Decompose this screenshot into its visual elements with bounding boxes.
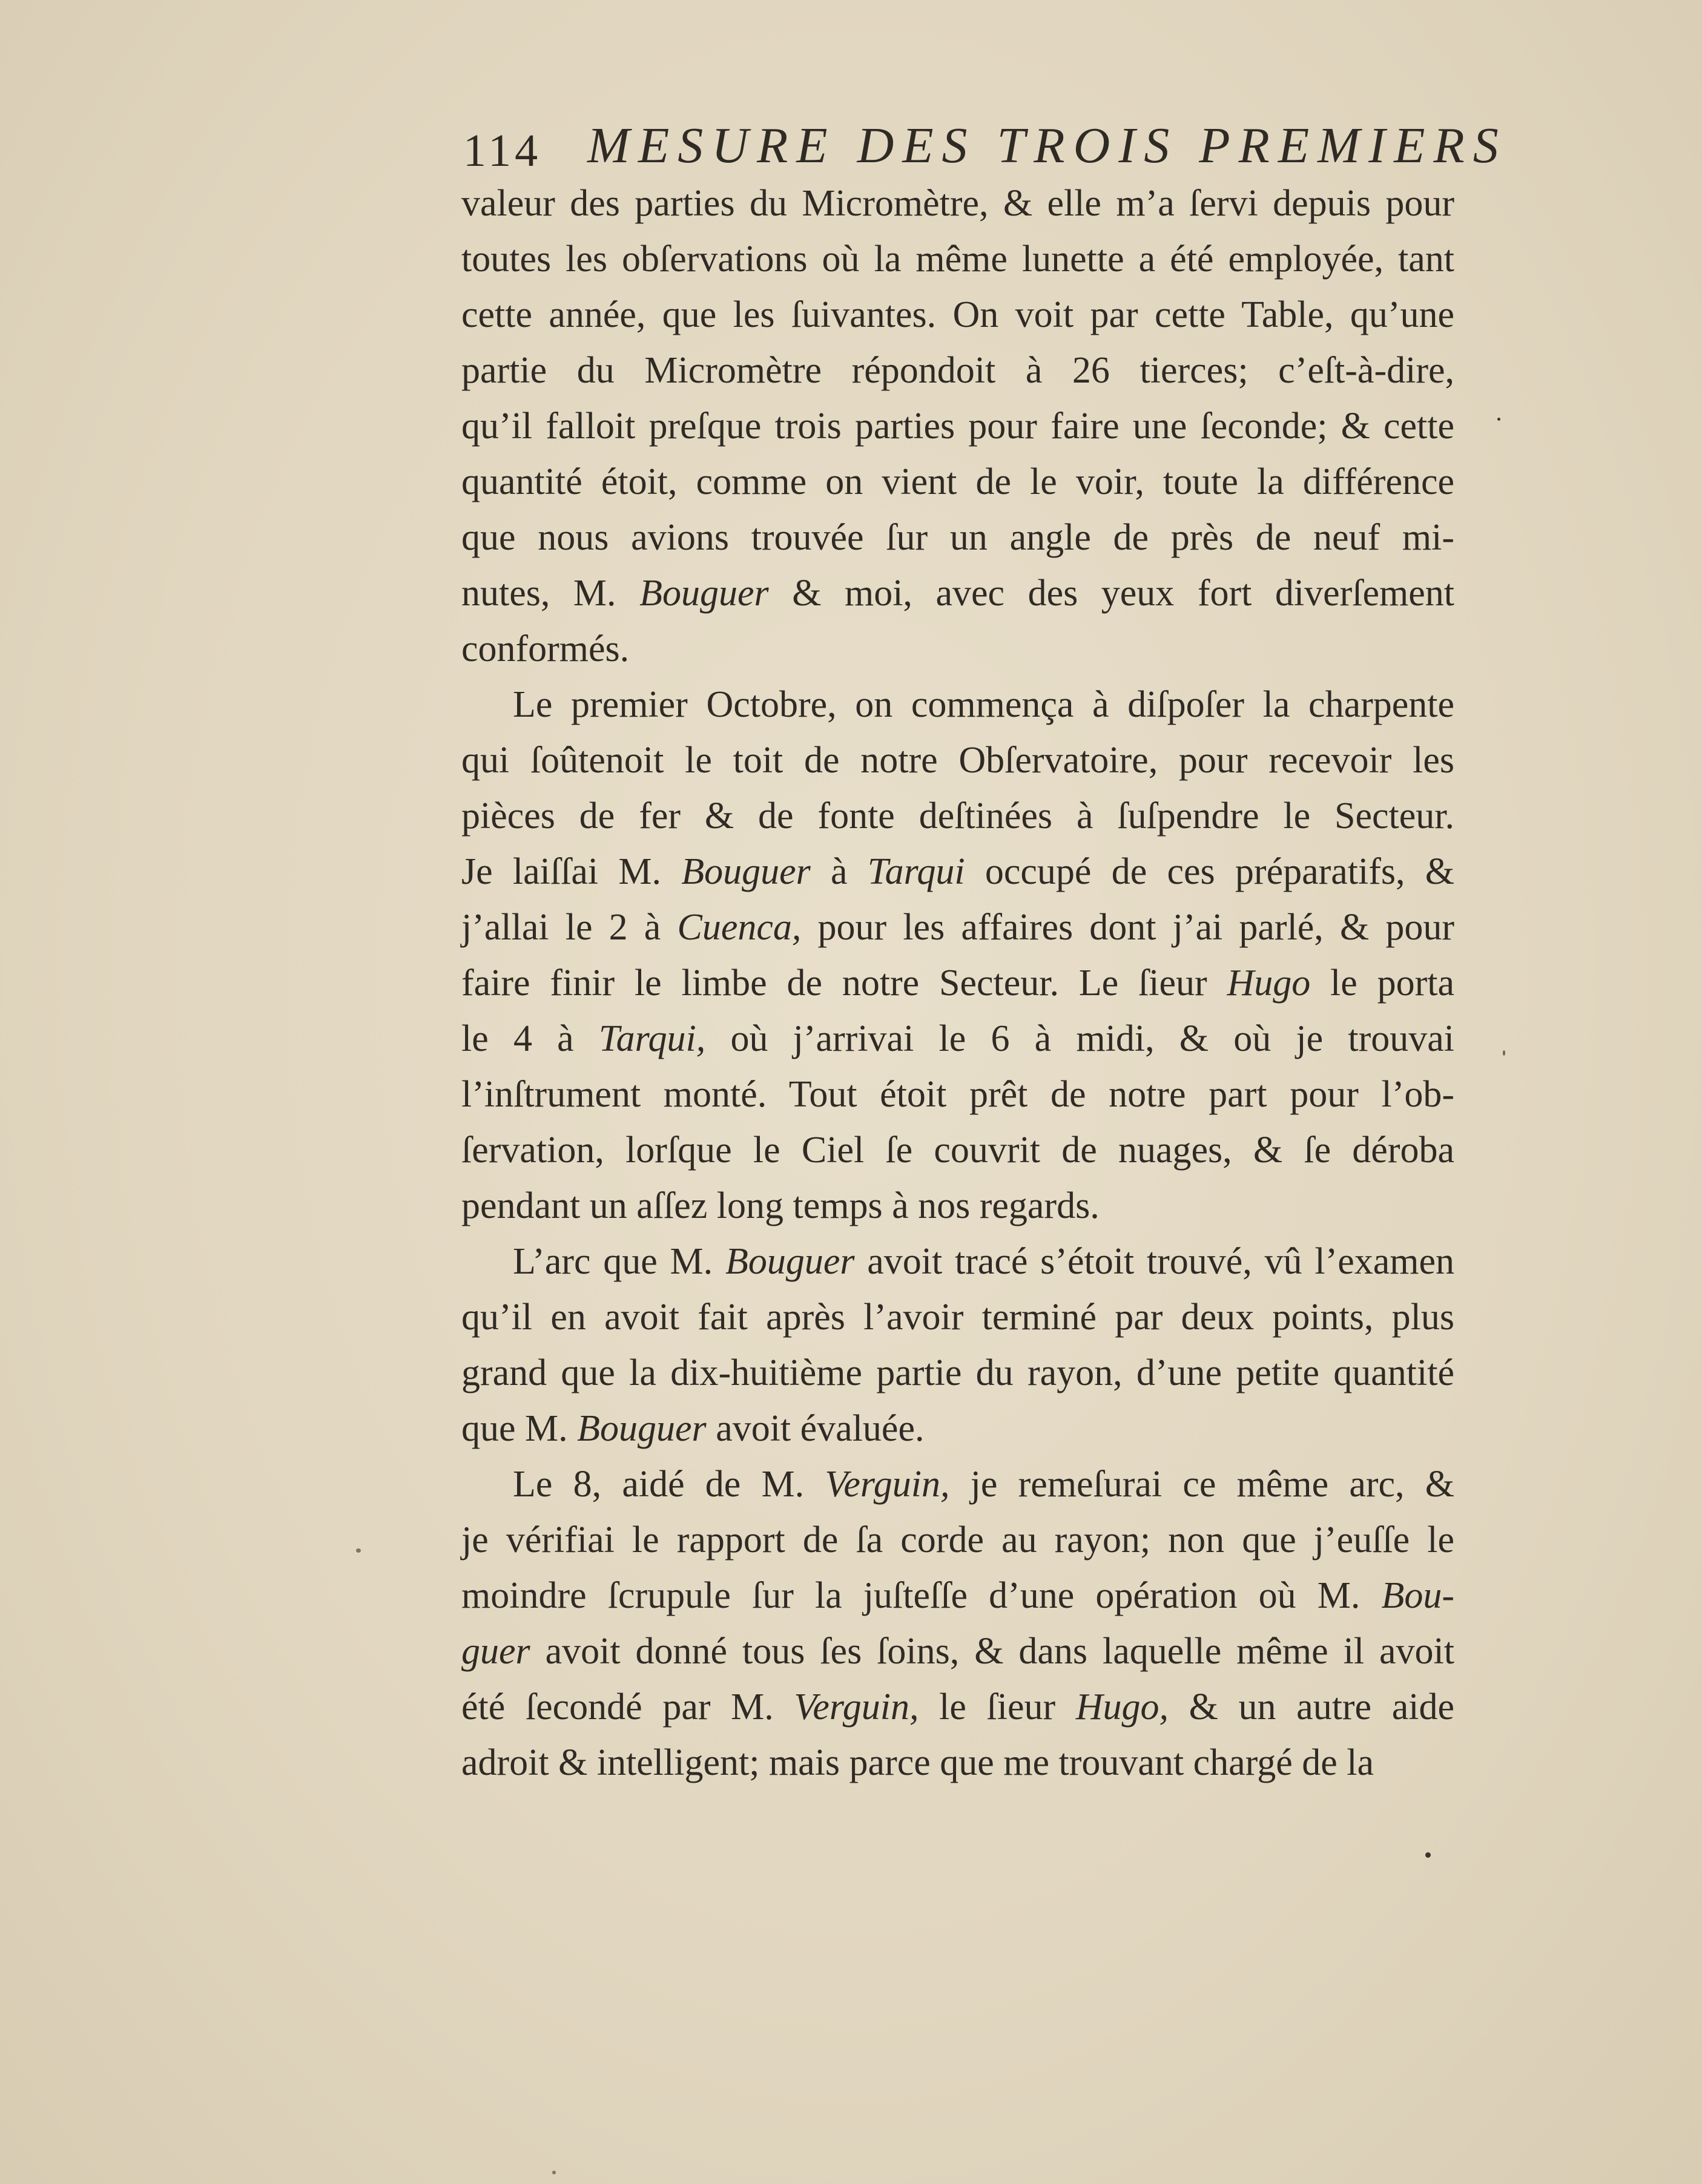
text-run: adroit & intelligent; mais parce que me trouvant chargé de la bbox=[461, 1742, 1374, 1783]
paper-speck bbox=[552, 2171, 556, 2174]
text-line bbox=[461, 955, 1454, 1011]
text-run: où j’arrivai le 6 à midi, & où je trouvai bbox=[705, 1018, 1454, 1059]
text-run: valeur des parties du Micromètre, & elle m’a ſervi depuis pour bbox=[461, 183, 1454, 224]
text-run: le ſieur bbox=[919, 1686, 1076, 1728]
text-run: partie du Micromètre répondoit à 26 tierces; c’eſt-à-dire, bbox=[461, 350, 1454, 391]
italic-name: Hugo bbox=[1227, 962, 1311, 1004]
text-run: avoit donné tous ſes ſoins, & dans laquelle même il avoit bbox=[530, 1631, 1454, 1672]
italic-name: Tarqui, bbox=[598, 1018, 706, 1059]
text-run: avoit tracé s’étoit trouvé, vû l’examen bbox=[854, 1241, 1454, 1282]
text-run: le porta bbox=[1310, 962, 1454, 1004]
paragraph bbox=[461, 1456, 1454, 1791]
text-run: toutes les obſervations où la même lunette a été employée, tant bbox=[461, 238, 1454, 280]
text-run: j’allai le 2 à bbox=[461, 907, 678, 948]
paper-speck bbox=[1497, 418, 1500, 421]
text-run: pour les affaires dont j’ai parlé, & pour bbox=[801, 907, 1454, 948]
text-run: Le premier Octobre, on commença à diſpoſer la charpente bbox=[513, 684, 1454, 725]
paper-speck bbox=[356, 1548, 361, 1553]
text-line bbox=[461, 1345, 1454, 1401]
text-run: & un autre aide bbox=[1169, 1686, 1454, 1728]
text-line bbox=[461, 621, 1454, 677]
text-line bbox=[461, 1735, 1454, 1791]
text-run: avoit évaluée. bbox=[706, 1408, 925, 1449]
italic-name: Bouguer bbox=[725, 1241, 855, 1282]
text-run: grand que la dix-huitième partie du rayon, d’une petite quantité bbox=[461, 1352, 1454, 1393]
text-run: quantité étoit, comme on vient de le voir, toute la différence bbox=[461, 461, 1454, 502]
italic-name: Verguin, bbox=[794, 1686, 919, 1728]
text-run: nutes, M. bbox=[461, 573, 640, 614]
text-line bbox=[461, 900, 1454, 955]
italic-name: Bouguer bbox=[577, 1408, 707, 1449]
text-line bbox=[461, 176, 1454, 231]
text-line bbox=[461, 1122, 1454, 1178]
italic-name: guer bbox=[461, 1631, 530, 1672]
text-run: ſervation, lorſque le Ciel ſe couvrit de nuages, & ſe déroba bbox=[461, 1130, 1454, 1171]
text-run: L’arc que M. bbox=[513, 1241, 725, 1282]
text-line bbox=[461, 1401, 1454, 1456]
paragraph bbox=[461, 1234, 1454, 1456]
text-line bbox=[461, 732, 1454, 788]
text-run: faire finir le limbe de notre Secteur. Le ſieur bbox=[461, 962, 1227, 1004]
text-run: le 4 à bbox=[461, 1018, 599, 1059]
text-line bbox=[461, 677, 1454, 732]
running-head-title: MESURE DES TROIS PREMIERS bbox=[587, 117, 1507, 174]
text-run: qui ſoûtenoit le toit de notre Obſervatoire, pour recevoir les bbox=[461, 740, 1454, 781]
text-run: qu’il falloit preſque trois parties pour faire une ſeconde; & cette bbox=[461, 406, 1454, 447]
text-run: qu’il en avoit fait après l’avoir terminé par deux points, plus bbox=[461, 1297, 1454, 1338]
text-run: à bbox=[810, 851, 868, 892]
text-line bbox=[461, 343, 1454, 398]
text-line bbox=[461, 1289, 1454, 1345]
text-run: moindre ſcrupule ſur la juſteſſe d’une opération où M. bbox=[461, 1575, 1382, 1616]
text-run: je vérifiai le rapport de ſa corde au rayon; non que j’euſſe le bbox=[461, 1519, 1454, 1561]
text-line bbox=[461, 1456, 1454, 1512]
text-line bbox=[461, 1234, 1454, 1289]
text-run: cette année, que les ſuivantes. On voit par cette Table, qu’une bbox=[461, 294, 1454, 335]
paragraph bbox=[461, 176, 1454, 677]
text-line bbox=[461, 510, 1454, 565]
text-run: Je laiſſai M. bbox=[461, 851, 682, 892]
paper-speck bbox=[1425, 1852, 1431, 1858]
text-line bbox=[461, 454, 1454, 510]
text-run: pièces de fer & de fonte deſtinées à ſuſpendre le Secteur. bbox=[461, 795, 1454, 837]
text-run: l’inſtrument monté. Tout étoit prêt de notre part pour l’ob- bbox=[461, 1074, 1454, 1115]
text-line bbox=[461, 287, 1454, 343]
paper-speck bbox=[1503, 1050, 1505, 1056]
text-line bbox=[461, 398, 1454, 454]
text-line bbox=[461, 1067, 1454, 1122]
text-line bbox=[461, 1623, 1454, 1679]
italic-name: Bou- bbox=[1381, 1575, 1454, 1616]
paragraph bbox=[461, 677, 1454, 1234]
body-text bbox=[461, 176, 1454, 1791]
italic-name: Bouguer bbox=[681, 851, 811, 892]
text-run: pendant un aſſez long temps à nos regards. bbox=[461, 1185, 1100, 1226]
text-run: conformés. bbox=[461, 628, 630, 669]
text-line bbox=[461, 844, 1454, 900]
italic-name: Verguin, bbox=[825, 1464, 950, 1505]
text-line bbox=[461, 1011, 1454, 1067]
text-run: je remeſurai ce même arc, & bbox=[949, 1464, 1454, 1505]
italic-name: Tarqui bbox=[867, 851, 965, 892]
text-line bbox=[461, 1512, 1454, 1568]
text-run: & moi, avec des yeux fort diverſement bbox=[768, 573, 1455, 614]
text-run: que M. bbox=[461, 1408, 578, 1449]
text-line bbox=[461, 1568, 1454, 1623]
text-run: été ſecondé par M. bbox=[461, 1686, 794, 1728]
text-line bbox=[461, 231, 1454, 287]
page-number: 114 bbox=[463, 125, 542, 176]
italic-name: Bouguer bbox=[639, 573, 769, 614]
italic-name: Hugo, bbox=[1075, 1686, 1169, 1728]
italic-name: Cuenca, bbox=[677, 907, 802, 948]
text-line bbox=[461, 788, 1454, 844]
text-line bbox=[461, 565, 1454, 621]
text-run: occupé de ces préparatifs, & bbox=[965, 851, 1454, 892]
text-run: Le 8, aidé de M. bbox=[513, 1464, 825, 1505]
text-line bbox=[461, 1679, 1454, 1735]
text-line bbox=[461, 1178, 1454, 1234]
text-run: que nous avions trouvée ſur un angle de près de neuf mi- bbox=[461, 517, 1454, 558]
